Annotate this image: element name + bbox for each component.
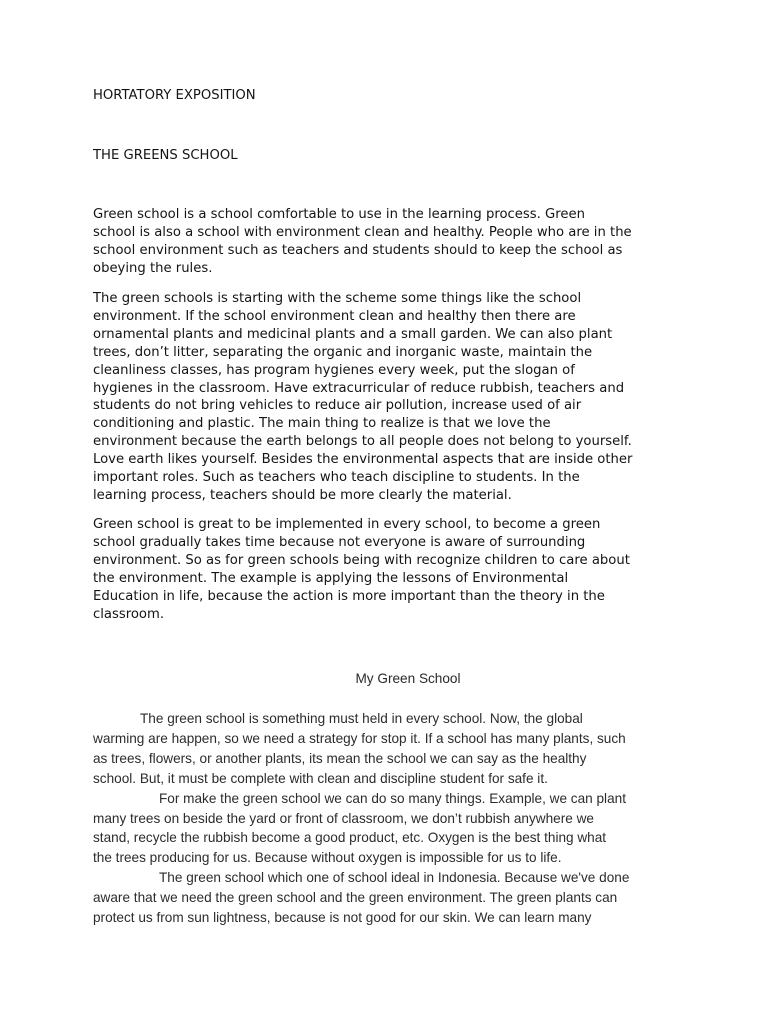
text-line: as trees, flowers, or another plants, its mean the school we can say as the healthy	[93, 750, 587, 766]
text-line: aware that we need the green school and the green environment. The green plants can	[93, 890, 618, 906]
text-line: trees, don’t litter, separating the organic and inorganic waste, maintain the	[93, 344, 593, 360]
text-line: school. But, it must be complete with clean and discipline student for safe it.	[93, 770, 548, 786]
text-line: Education in life, because the action is more important than the theory in the	[93, 588, 605, 604]
text-line: classroom.	[93, 606, 165, 622]
text-line: the trees producing for us. Because without oxygen is impossible for us to life.	[93, 850, 562, 866]
text-line: Love earth likes yourself. Besides the environmental aspects that are inside other	[93, 452, 633, 468]
text-line: Green school is a school comfortable to use in the learning process. Green	[93, 207, 585, 222]
text-line: many trees on beside the yard or front of classroom, we don’t rubbish anywhere we	[93, 810, 594, 826]
essay-title: My Green School	[355, 671, 461, 686]
document-heading: HORTATORY EXPOSITION	[93, 88, 256, 103]
text-line: ornamental plants and medicinal plants and a small garden. We can also plant	[93, 326, 613, 342]
text-line: The green schools is starting with the scheme some things like the school	[93, 291, 582, 306]
text-line: environment because the earth belongs to all people does not belong to yourself.	[93, 434, 632, 450]
text-line: stand, recycle the rubbish become a good product, etc. Oxygen is the best thing what	[93, 830, 607, 846]
text-line: school gradually takes time because not everyone is aware of surrounding	[93, 534, 586, 550]
text-line: learning process, teachers should be more clearly the material.	[93, 487, 512, 503]
paragraph-2	[93, 290, 683, 505]
text-line: important roles. Such as teachers who teach discipline to students. In the	[93, 470, 580, 486]
text-line: obeying the rules.	[93, 260, 213, 276]
text-line: the environment. The example is applying the lessons of Environmental	[93, 570, 569, 586]
text-line: environment. So as for green schools being with recognize children to care about	[93, 552, 630, 568]
text-line: The green school is something must held in every school. Now, the global	[140, 711, 583, 726]
text-line: school is also a school with environment clean and healthy. People who are in the	[93, 224, 632, 240]
text-line: cleanliness classes, has program hygienes every week, put the slogan of	[93, 362, 575, 378]
text-line: conditioning and plastic. The main thing to realize is that we love the	[93, 416, 551, 432]
essay-body	[93, 709, 683, 928]
text-line: The green school which one of school ideal in Indonesia. Because we've done	[159, 870, 630, 886]
paragraph-1	[93, 206, 683, 278]
text-line: For make the green school we can do so many things. Example, we can plant	[159, 790, 626, 806]
text-line: students do not bring vehicles to reduce air pollution, increase used of air	[93, 398, 582, 414]
text-line: school environment such as teachers and students should to keep the school as	[93, 242, 623, 258]
text-line: warming are happen, so we need a strategy for stop it. If a school has many plants, such	[93, 730, 626, 746]
paragraph-3	[93, 516, 683, 623]
document-title: THE GREENS SCHOOL	[93, 148, 238, 163]
text-line: environment. If the school environment clean and healthy then there are	[93, 308, 576, 324]
text-line: protect us from sun lightness, because is not good for our skin. We can learn many	[93, 910, 592, 926]
text-line: Green school is great to be implemented in every school, to become a green	[93, 517, 601, 532]
text-line: hygienes in the classroom. Have extracurricular of reduce rubbish, teachers and	[93, 380, 625, 396]
